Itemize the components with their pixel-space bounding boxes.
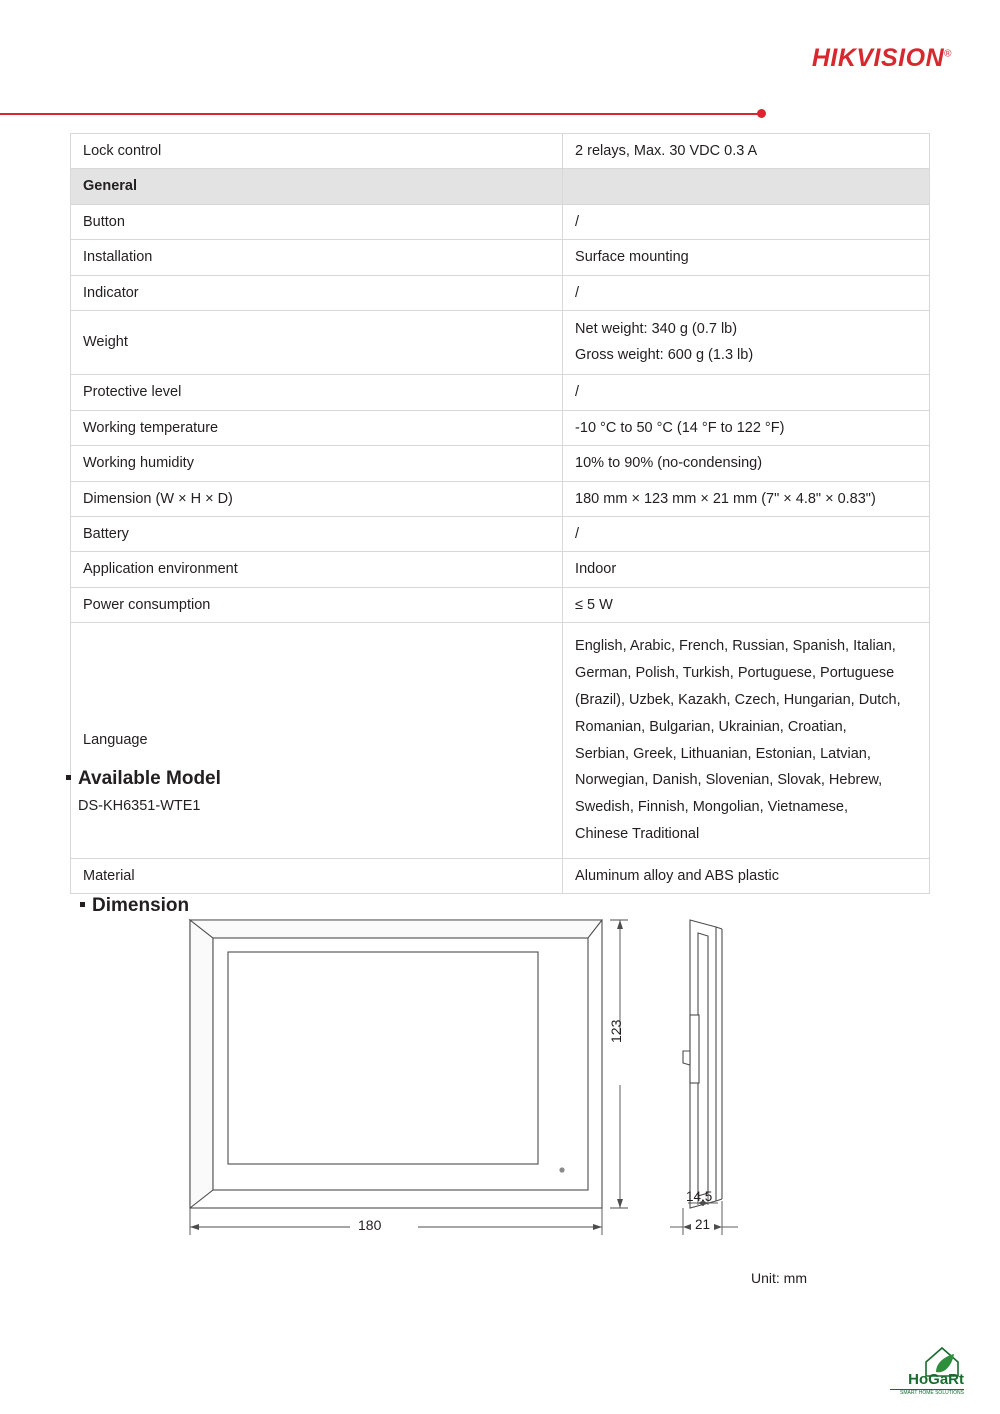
spec-section-value	[563, 169, 930, 204]
table-row	[71, 446, 930, 481]
spec-label: Language	[71, 623, 563, 859]
table-row-language	[71, 623, 930, 859]
spec-label: Power consumption	[71, 587, 563, 622]
spec-value: 180 mm × 123 mm × 21 mm (7" × 4.8" × 0.83")	[563, 481, 930, 516]
table-row	[71, 134, 930, 169]
spec-value-line: English, Arabic, French, Russian, Spanish, Italian,	[575, 638, 896, 655]
header-divider	[0, 108, 1000, 120]
spec-value-line: German, Polish, Turkish, Portuguese, Portuguese	[575, 665, 895, 682]
table-row	[71, 204, 930, 239]
table-row	[71, 275, 930, 310]
registered-trademark-icon: ®	[944, 48, 952, 60]
table-row	[71, 410, 930, 445]
dimension-drawing	[150, 905, 910, 1305]
dimension-heading-text: Dimension	[92, 895, 190, 916]
header-divider-line	[0, 113, 762, 115]
spec-value-line: Serbian, Greek, Lithuanian, Estonian, Latvian,	[575, 745, 871, 762]
spec-label: Application environment	[71, 552, 563, 587]
spec-value: ≤ 5 W	[563, 587, 930, 622]
spec-value-line: (Brazil), Uzbek, Kazakh, Czech, Hungarian, Dutch,	[575, 692, 901, 708]
available-model-heading	[66, 768, 221, 790]
spec-value: 10% to 90% (no-condensing)	[563, 446, 930, 481]
spec-label: Protective level	[71, 375, 563, 410]
dimension-depth-label: 21	[695, 1217, 711, 1232]
dimension-inner-depth-label: 14.5	[686, 1189, 713, 1204]
hikvision-logo	[812, 44, 952, 73]
available-model-value: DS-KH6351-WTE1	[78, 798, 201, 814]
spec-label: Indicator	[71, 275, 563, 310]
spec-value	[563, 311, 930, 375]
table-row	[71, 481, 930, 516]
spec-label: Working temperature	[71, 410, 563, 445]
table-row	[71, 516, 930, 551]
spec-value-language	[563, 623, 930, 859]
spec-label: Material	[71, 858, 563, 893]
footer-logo-text: HoGaRt	[908, 1371, 964, 1388]
spec-value: 2 relays, Max. 30 VDC 0.3 A	[563, 134, 930, 169]
spec-value-line: Norwegian, Danish, Slovenian, Slovak, Hebrew,	[575, 772, 883, 789]
spec-value-line: Swedish, Finnish, Mongolian, Vietnamese,	[575, 799, 849, 816]
table-row-section-general	[71, 169, 930, 204]
footer-logo-subtext: SMART HOME SOLUTIONS	[900, 1390, 964, 1396]
spec-value-line: Romanian, Bulgarian, Ukrainian, Croatian,	[575, 718, 847, 735]
spec-label: Weight	[71, 311, 563, 375]
header-divider-dot-icon	[757, 109, 766, 118]
spec-label: Installation	[71, 240, 563, 275]
spec-label: Working humidity	[71, 446, 563, 481]
table-row	[71, 552, 930, 587]
spec-value: -10 °C to 50 °C (14 °F to 122 °F)	[563, 410, 930, 445]
available-model-heading-text: Available Model	[78, 768, 221, 789]
spec-value-line: Chinese Traditional	[575, 826, 700, 843]
table-row	[71, 311, 930, 375]
square-bullet-icon	[66, 775, 71, 780]
spec-value: /	[563, 275, 930, 310]
spec-label: Button	[71, 204, 563, 239]
spec-label: Dimension (W × H × D)	[71, 481, 563, 516]
dimension-unit-label: Unit: mm	[751, 1270, 807, 1286]
spec-value: /	[563, 375, 930, 410]
spec-value: /	[563, 516, 930, 551]
table-row	[71, 587, 930, 622]
table-row	[71, 240, 930, 275]
spec-value: Indoor	[563, 552, 930, 587]
dimension-drawing-svg	[150, 905, 910, 1305]
spec-value-line: Net weight: 340 g (0.7 lb)	[575, 321, 738, 338]
table-row	[71, 858, 930, 893]
square-bullet-icon	[80, 902, 85, 907]
spec-section-label: General	[71, 169, 563, 204]
spec-value-line: Gross weight: 600 g (1.3 lb)	[575, 346, 754, 363]
spec-value: Aluminum alloy and ABS plastic	[563, 858, 930, 893]
dimension-height-label: 123	[608, 1019, 624, 1043]
spec-label: Battery	[71, 516, 563, 551]
table-row	[71, 375, 930, 410]
spec-label: Lock control	[71, 134, 563, 169]
spec-value: Surface mounting	[563, 240, 930, 275]
footer-logo	[886, 1346, 964, 1396]
spec-value: /	[563, 204, 930, 239]
dimension-width-label: 180	[358, 1217, 382, 1233]
hikvision-wordmark: HIKVISION	[811, 44, 945, 72]
